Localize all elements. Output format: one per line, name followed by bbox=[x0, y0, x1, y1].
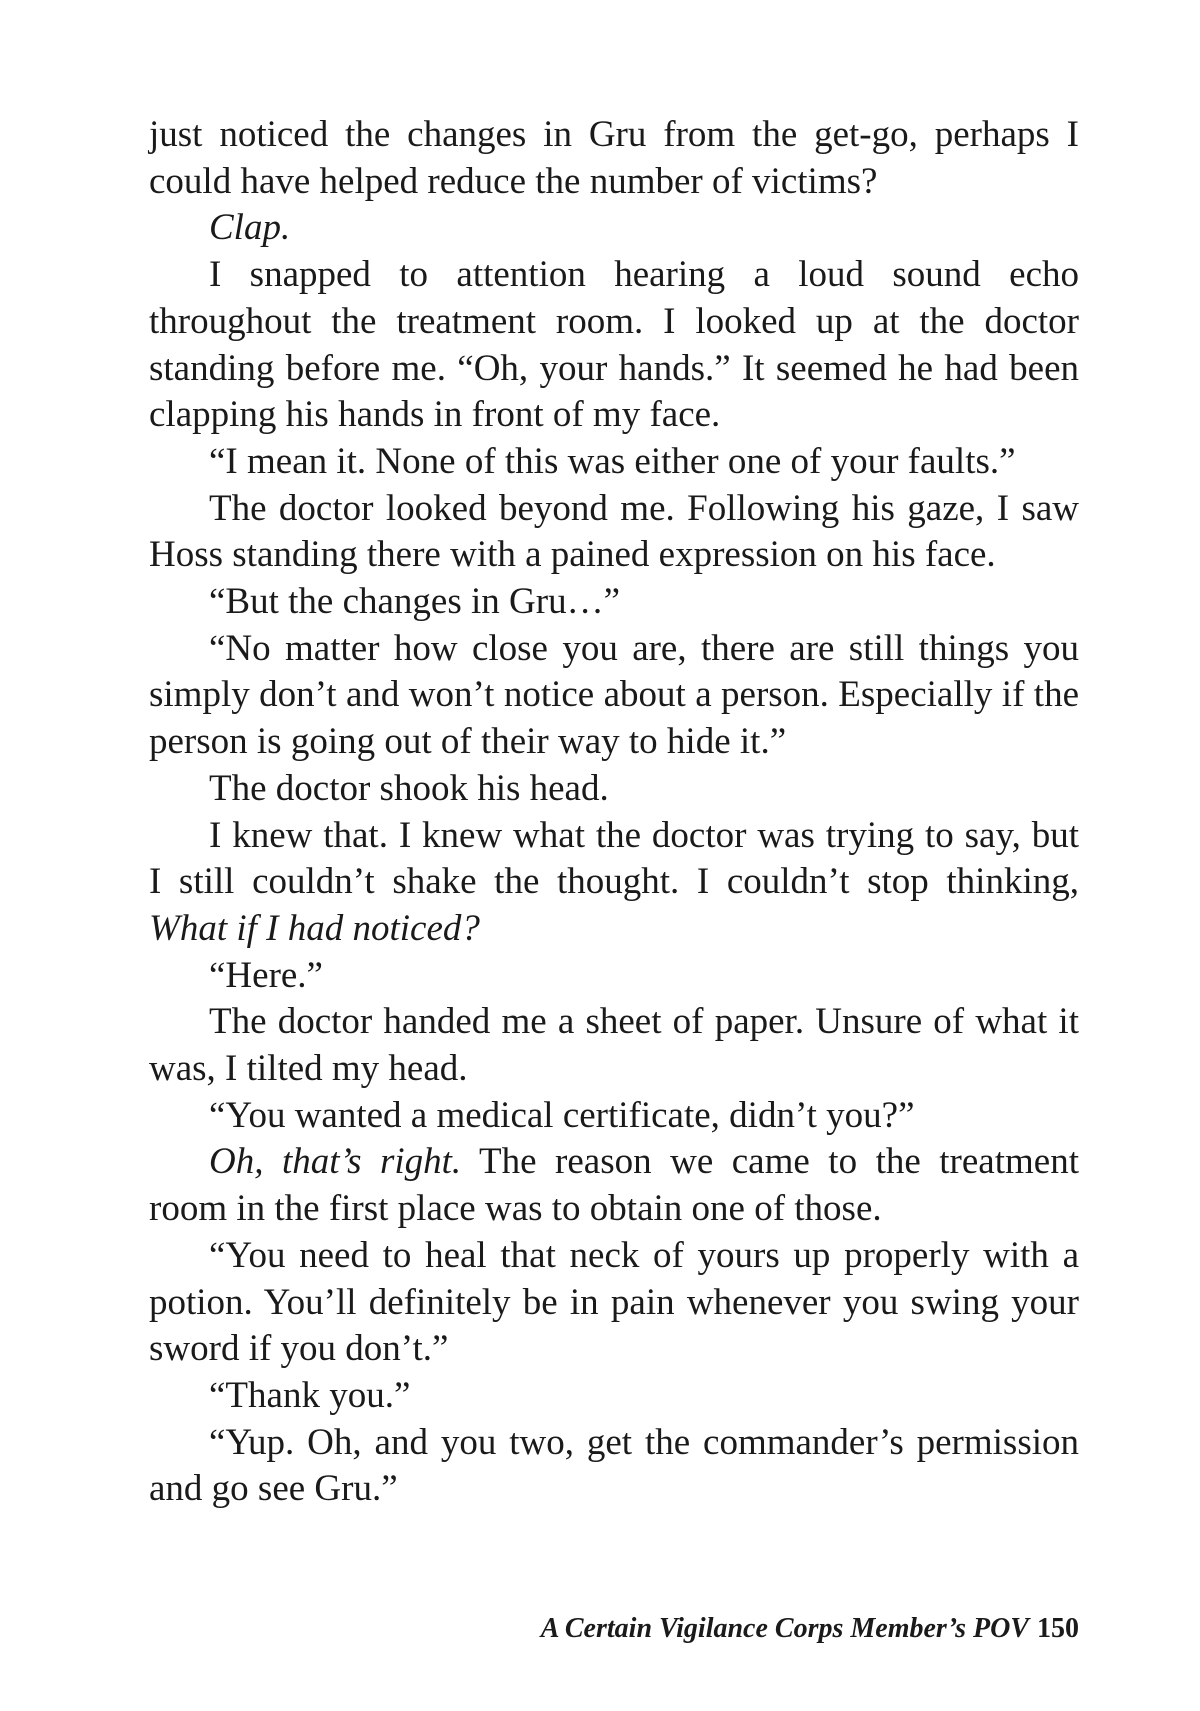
paragraph-15: “Thank you.” bbox=[209, 1374, 411, 1416]
paragraph-13: Oh, that’s right. The reason we came to the treatment room in the first place was to obtain one of those. bbox=[149, 1141, 1079, 1230]
running-title: A Certain Vigilance Corps Member’s POV bbox=[540, 1613, 1029, 1644]
paragraph-11: The doctor handed me a sheet of paper. Unsure of what it was, I tilted my head. bbox=[149, 1001, 1079, 1090]
paragraph-7: “No matter how close you are, there are still things you simply don’t and won’t notice about a person. Especially if the person is going out of their way to hide it.” bbox=[149, 627, 1079, 763]
paragraph-12: “You wanted a medical certificate, didn’t you?” bbox=[209, 1094, 915, 1136]
paragraph-14: “You need to heal that neck of yours up properly with a potion. You’ll definitely be in pain whenever you swing your sword if you don’t.” bbox=[149, 1234, 1079, 1370]
paragraph-16: “Yup. Oh, and you two, get the commander’s permission and go see Gru.” bbox=[149, 1421, 1079, 1510]
paragraph-6: “But the changes in Gru…” bbox=[209, 581, 620, 623]
paragraph-9: I knew that. I knew what the doctor was trying to say, but I still couldn’t shake the thought. I couldn’t stop thinking, What if I had noticed? bbox=[149, 814, 1079, 949]
paragraph-1: just noticed the changes in Gru from the get-go, perhaps I could have helped reduce the number of victims? bbox=[149, 114, 1079, 202]
paragraph-5: The doctor looked beyond me. Following his gaze, I saw Hoss standing there with a pained expression on his face. bbox=[149, 487, 1079, 576]
paragraph-4: “I mean it. None of this was either one of your faults.” bbox=[209, 440, 1016, 482]
paragraph-10: “Here.” bbox=[209, 954, 323, 996]
body-text bbox=[149, 112, 1079, 1513]
paragraph-8: The doctor shook his head. bbox=[209, 767, 609, 809]
paragraph-2: Clap. bbox=[209, 207, 291, 249]
page-footer bbox=[541, 1613, 1079, 1645]
paragraph-3: I snapped to attention hearing a loud sound echo throughout the treatment room. I looked up at the doctor standing before me. “Oh, your hands.” It seemed he had been clapping his hands in front of my face. bbox=[149, 254, 1079, 436]
page-number: 150 bbox=[1037, 1613, 1079, 1644]
